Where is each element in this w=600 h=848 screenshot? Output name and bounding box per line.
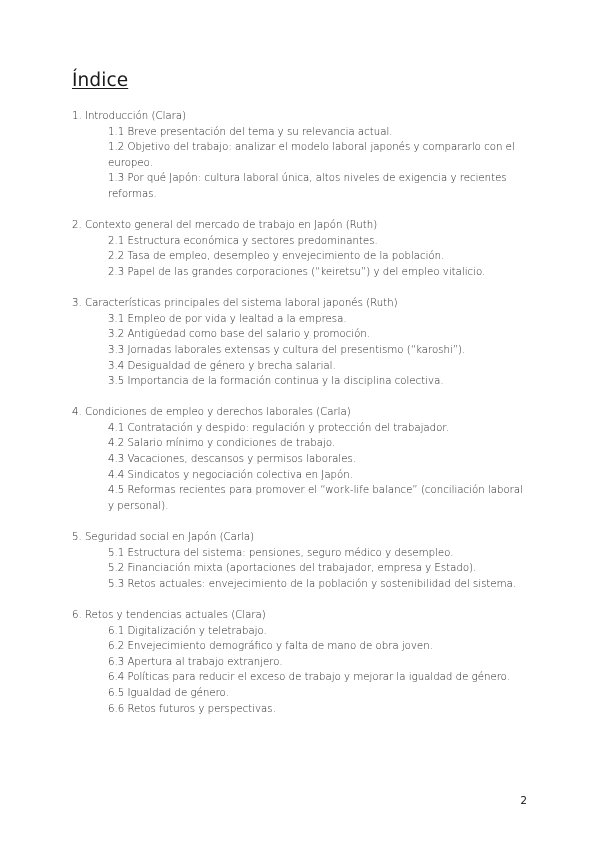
toc-subitem: 5.3 Retos actuales: envejecimiento de la población y sostenibilidad del sistema. [108,578,517,590]
page-number: 2 [520,795,527,807]
toc-subitem: 6.1 Digitalización y teletrabajo. [108,625,267,637]
toc-subitem: 3.1 Empleo de por vida y lealtad a la empresa. [108,313,347,325]
toc-section-heading: 3. Características principales del sistema laboral japonés (Ruth) [72,298,398,310]
toc-subitem: 2.3 Papel de las grandes corporaciones (“keiretsu”) y del empleo vitalicio. [108,266,486,278]
toc-subitem: 4.4 Sindicatos y negociación colectiva en Japón. [108,469,353,481]
toc-subitem: 4.1 Contratación y despido: regulación y protección del trabajador. [108,422,449,434]
toc-section [72,608,532,717]
toc-subitem: 3.2 Antigüedad como base del salario y promoción. [108,329,371,341]
toc-section [72,296,532,390]
toc-subitem: 1.1 Breve presentación del tema y su relevancia actual. [108,126,393,138]
toc-subitem: 1.2 Objetivo del trabajo: analizar el modelo laboral japonés y compararlo con el europeo. [108,142,515,169]
toc-section-heading: 4. Condiciones de empleo y derechos laborales (Carla) [72,407,351,419]
toc-subitem: 5.1 Estructura del sistema: pensiones, seguro médico y desempleo. [108,547,454,559]
toc-section-heading: 1. Introducción (Clara) [72,111,187,122]
toc-section [72,530,532,592]
toc-subitem: 6.6 Retos futuros y perspectivas. [108,703,276,715]
toc-subitem: 6.2 Envejecimiento demográfico y falta de mano de obra joven. [108,641,433,653]
toc-subitem: 4.5 Reformas recientes para promover el “work-life balance” (conciliación laboral y personal). [108,485,523,512]
toc-section-heading: 5. Seguridad social en Japón (Carla) [72,532,255,544]
table-of-contents [72,109,532,733]
toc-subitem: 3.4 Desigualdad de género y brecha salarial. [108,360,336,372]
toc-subitem: 4.2 Salario mínimo y condiciones de trabajo. [108,438,336,450]
toc-section-heading: 6. Retos y tendencias actuales (Clara) [72,610,266,621]
toc-subitem: 6.4 Políticas para reducir el exceso de trabajo y mejorar la igualdad de género. [108,672,510,684]
toc-section [72,405,532,514]
toc-section [72,218,532,280]
page-title: Índice [72,70,129,91]
toc-section [72,109,532,203]
toc-subitem: 4.3 Vacaciones, descansos y permisos laborales. [108,454,357,466]
toc-subitem: 3.5 Importancia de la formación continua y la disciplina colectiva. [108,376,444,388]
toc-subitem: 2.2 Tasa de empleo, desempleo y envejecimiento de la población. [108,251,445,263]
toc-subitem: 6.3 Apertura al trabajo extranjero. [108,656,283,668]
toc-subitem: 5.2 Financiación mixta (aportaciones del trabajador, empresa y Estado). [108,563,477,575]
toc-subitem: 6.5 Igualdad de género. [108,687,229,699]
toc-section-heading: 2. Contexto general del mercado de trabajo en Japón (Ruth) [72,220,378,232]
toc-subitem: 2.1 Estructura económica y sectores predominantes. [108,235,378,247]
toc-subitem: 1.3 Por qué Japón: cultura laboral única, altos niveles de exigencia y recientes reformas. [108,173,507,200]
toc-subitem: 3.3 Jornadas laborales extensas y cultura del presentismo (“karoshi”). [108,344,466,356]
